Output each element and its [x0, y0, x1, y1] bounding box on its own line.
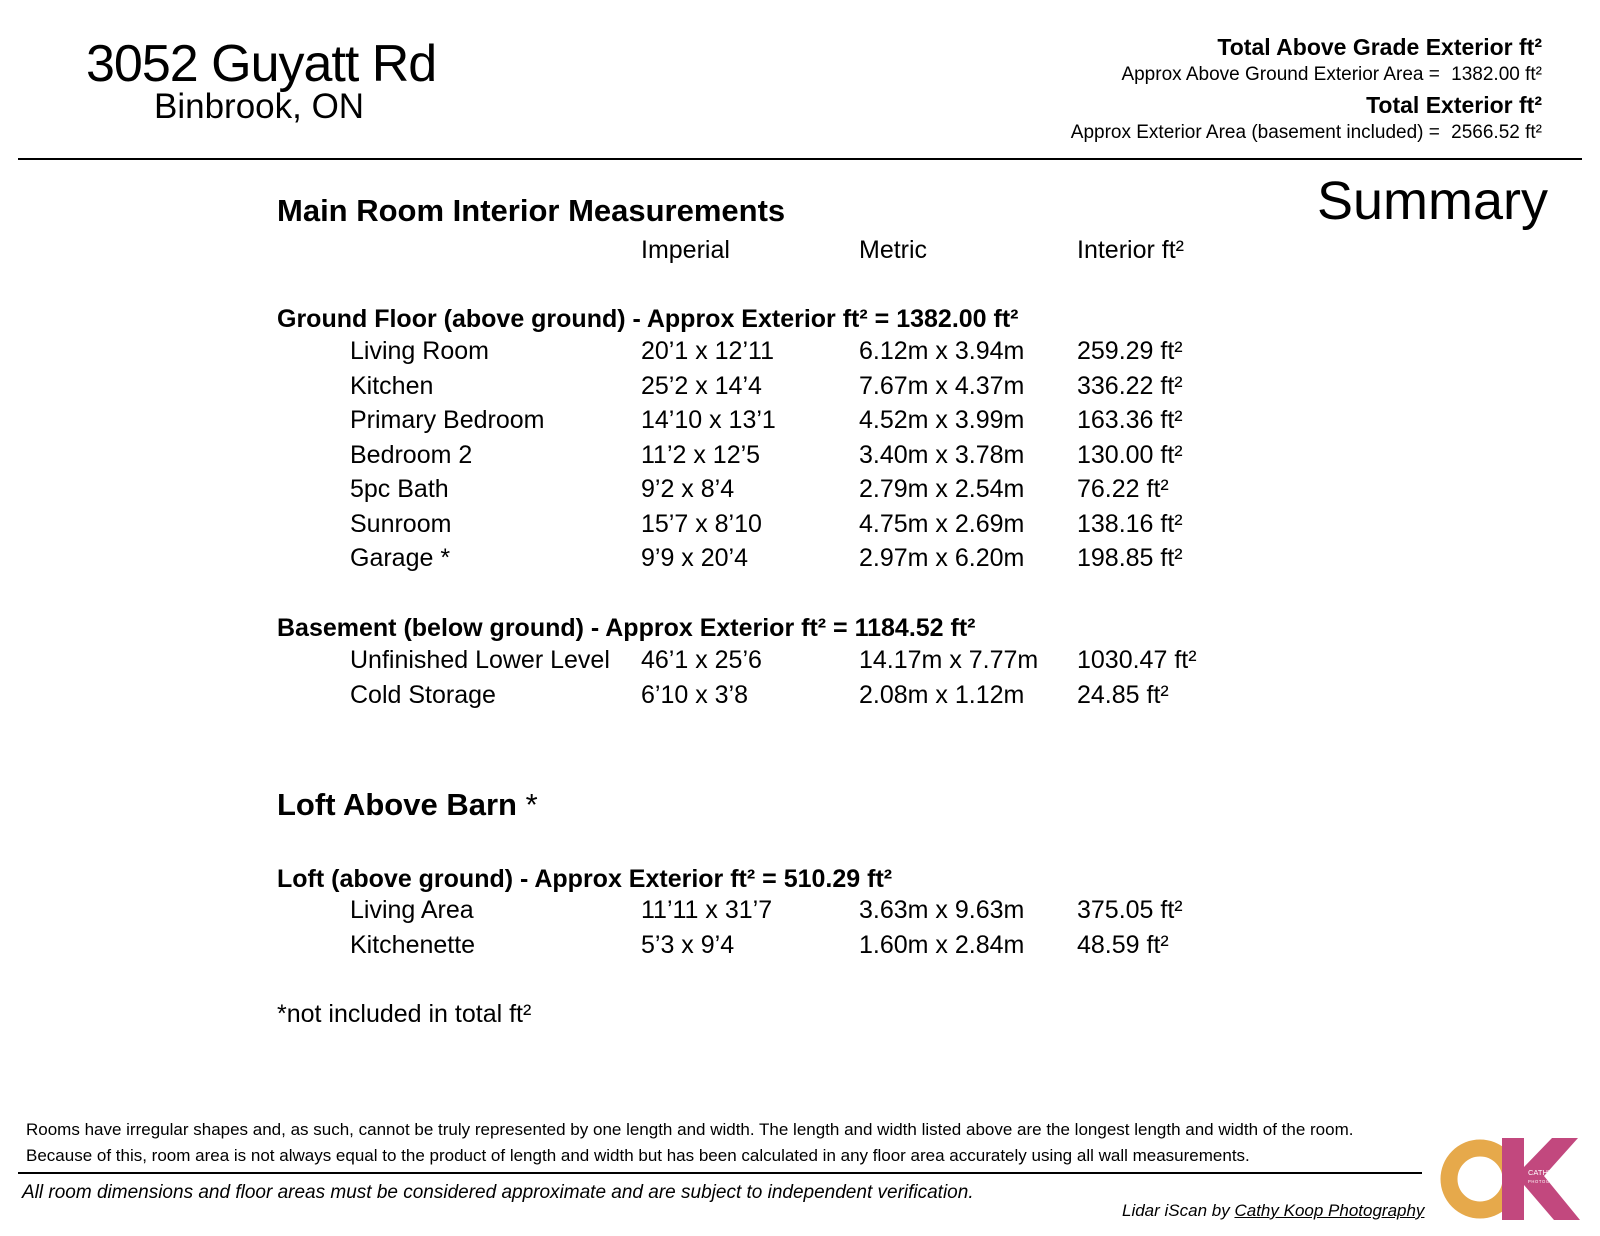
basement-heading: Basement (below ground) - Approx Exterior ft² = 1184.52 ft² — [277, 614, 976, 642]
table-row — [0, 438, 1300, 472]
credit-prefix: Lidar iScan by — [1122, 1201, 1230, 1220]
table-row — [0, 334, 1300, 368]
loft-heading: Loft (above ground) - Approx Exterior ft² = 510.29 ft² — [277, 865, 893, 893]
table-row — [0, 472, 1300, 506]
loft-title — [277, 785, 538, 825]
exterior-area-label: Approx Exterior Area (basement included) = — [1070, 122, 1440, 143]
room-metric: 2.79m x 2.54m — [859, 475, 1025, 503]
room-imperial: 11’2 x 12’5 — [641, 440, 761, 469]
room-name: Living Room — [350, 337, 489, 365]
logo-o-shape — [1449, 1148, 1511, 1210]
room-area: 259.29 ft² — [1077, 337, 1183, 365]
table-row — [0, 643, 1300, 677]
room-imperial: 25’2 x 14’4 — [641, 371, 762, 400]
room-metric: 2.08m x 1.12m — [859, 680, 1025, 709]
main-title: Main Room Interior Measurements — [277, 193, 786, 228]
approximation-note: All room dimensions and floor areas must be considered approximate and are subject to independent verification. — [22, 1182, 974, 1203]
room-imperial: 11’11 x 31’7 — [641, 896, 773, 924]
room-area: 24.85 ft² — [1077, 680, 1169, 709]
room-metric: 7.67m x 4.37m — [859, 371, 1025, 400]
room-name: Garage * — [350, 544, 451, 572]
loft-title-asterisk: * — [525, 787, 538, 822]
table-row — [0, 678, 1300, 712]
header-divider — [18, 158, 1582, 160]
table-row — [0, 403, 1300, 437]
above-ground-area-line — [1121, 62, 1542, 88]
room-name: Bedroom 2 — [350, 440, 473, 469]
room-area: 375.05 ft² — [1077, 896, 1183, 924]
room-metric: 2.97m x 6.20m — [859, 544, 1025, 572]
table-row — [0, 507, 1300, 541]
room-imperial: 5’3 x 9’4 — [641, 930, 735, 959]
room-name: Primary Bedroom — [350, 406, 545, 434]
credit-link[interactable]: Cathy Koop Photography — [1234, 1201, 1425, 1220]
room-metric: 3.63m x 9.63m — [859, 896, 1025, 924]
table-row — [0, 541, 1300, 575]
disclaimer-line-2: Because of this, room area is not always equal to the product of length and width but has been calculated in any floor area accurately using all wall measurements. — [26, 1146, 1250, 1165]
room-metric: 6.12m x 3.94m — [859, 337, 1025, 365]
room-area: 163.36 ft² — [1077, 406, 1183, 434]
above-ground-area-value: 1382.00 ft² — [1451, 64, 1542, 85]
room-name: Living Area — [350, 896, 474, 924]
room-area: 76.22 ft² — [1077, 475, 1169, 503]
column-header-metric: Metric — [859, 236, 928, 264]
loft-title-text: Loft Above Barn — [277, 787, 517, 822]
room-metric: 4.75m x 2.69m — [859, 509, 1025, 538]
room-area: 48.59 ft² — [1077, 930, 1169, 959]
exterior-area-line — [1071, 120, 1542, 146]
room-area: 130.00 ft² — [1077, 440, 1183, 469]
room-name: Unfinished Lower Level — [350, 646, 610, 674]
disclaimer-line-1: Rooms have irregular shapes and, as such, cannot be truly represented by one length and width. The length and width listed above are the longest length and width of the room. — [26, 1120, 1354, 1139]
room-name: Kitchen — [350, 371, 434, 400]
address-street: 3052 Guyatt Rd — [86, 35, 437, 93]
room-imperial: 46’1 x 25’6 — [641, 646, 762, 674]
logo-name-text: CATHY KOOP — [1528, 1168, 1577, 1177]
footer-divider — [18, 1172, 1422, 1174]
footnote: *not included in total ft² — [277, 1000, 532, 1028]
room-imperial: 9’2 x 8’4 — [641, 475, 735, 503]
room-area: 198.85 ft² — [1077, 544, 1183, 572]
total-exterior-title: Total Exterior ft² — [1366, 92, 1542, 118]
table-row — [0, 369, 1300, 403]
total-above-grade-title: Total Above Grade Exterior ft² — [1217, 34, 1542, 60]
room-imperial: 20’1 x 12’11 — [641, 337, 774, 365]
above-ground-area-label: Approx Above Ground Exterior Area = — [1121, 64, 1440, 85]
logo-subtext: PHOTOGRAPHY — [1528, 1179, 1568, 1184]
room-metric: 3.40m x 3.78m — [859, 440, 1025, 469]
room-imperial: 15’7 x 8’10 — [641, 509, 762, 538]
ground-floor-heading: Ground Floor (above ground) - Approx Exterior ft² = 1382.00 ft² — [277, 305, 1019, 333]
room-name: Cold Storage — [350, 680, 496, 709]
room-metric: 4.52m x 3.99m — [859, 406, 1025, 434]
table-row — [0, 928, 1300, 962]
summary-label: Summary — [1316, 171, 1548, 231]
credit-line — [1122, 1199, 1424, 1223]
address-city: Binbrook, ON — [154, 87, 365, 126]
room-metric: 14.17m x 7.77m — [859, 646, 1039, 674]
room-area: 336.22 ft² — [1077, 371, 1183, 400]
room-area: 138.16 ft² — [1077, 509, 1183, 538]
room-name: Sunroom — [350, 509, 452, 538]
room-imperial: 14’10 x 13’1 — [641, 406, 776, 434]
room-area: 1030.47 ft² — [1077, 646, 1197, 674]
room-imperial: 6’10 x 3’8 — [641, 680, 749, 709]
room-name: 5pc Bath — [350, 475, 449, 503]
column-header-interior: Interior ft² — [1077, 236, 1184, 264]
table-row — [0, 893, 1300, 927]
room-name: Kitchenette — [350, 930, 476, 959]
room-metric: 1.60m x 2.84m — [859, 930, 1025, 959]
column-header-imperial: Imperial — [641, 236, 730, 264]
room-imperial: 9’9 x 20’4 — [641, 544, 749, 572]
exterior-area-value: 2566.52 ft² — [1451, 122, 1542, 143]
cathy-koop-logo — [1440, 1134, 1590, 1224]
